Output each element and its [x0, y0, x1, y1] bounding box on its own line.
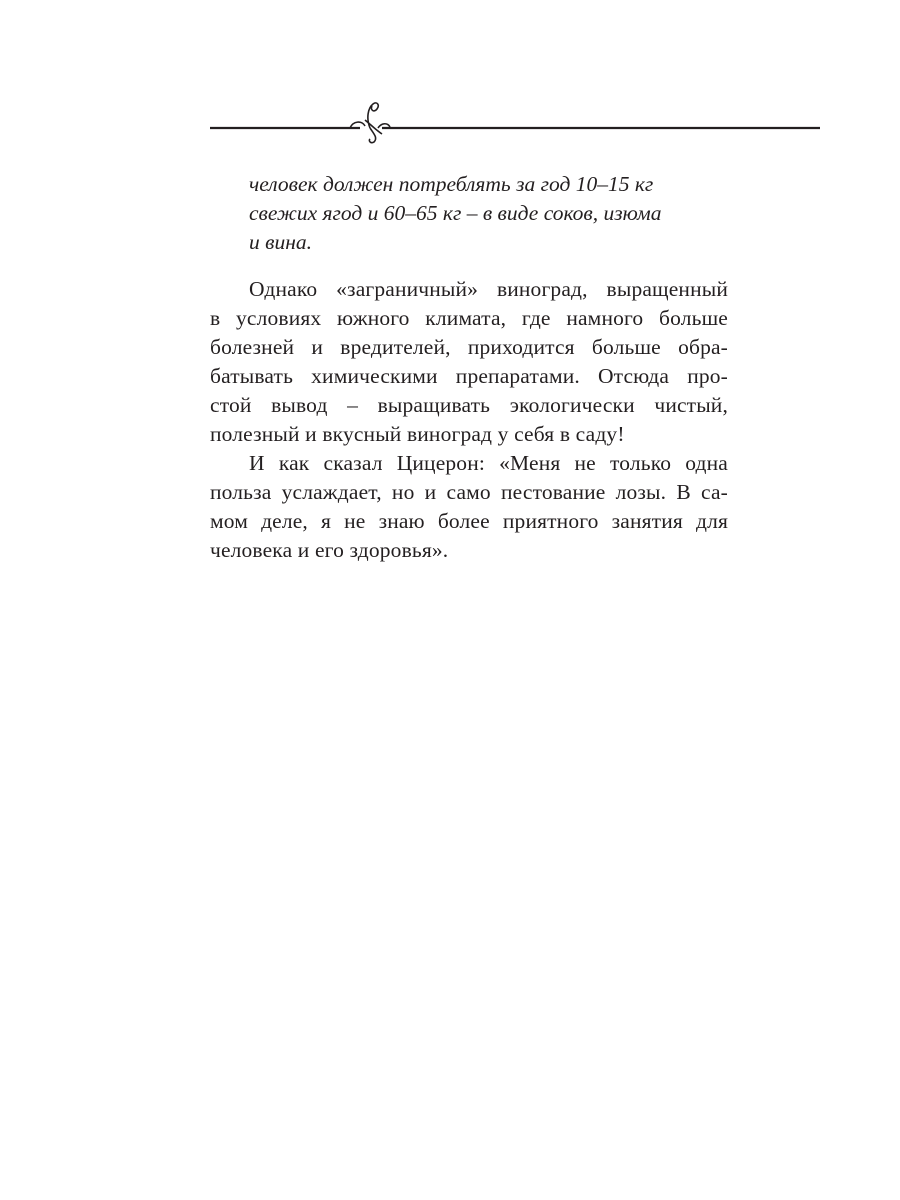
paragraph-line: стой вывод – выращивать экологически чистый,	[210, 393, 728, 417]
paragraph-line: мом деле, я не знаю более приятного занятия для	[210, 509, 728, 533]
paragraph-grapes	[210, 275, 728, 449]
quote-line: и вина.	[249, 230, 312, 254]
paragraph-line: болезней и вредителей, приходится больше обра-	[210, 335, 728, 359]
paragraph-line: батывать химическими препаратами. Отсюда про-	[210, 364, 728, 388]
paragraph-line: в условиях южного климата, где намного больше	[210, 306, 728, 330]
vine-tendril-ornament-icon	[210, 96, 820, 146]
header-rule-ornament	[210, 96, 820, 146]
paragraph-line: Однако «заграничный» виноград, выращенный	[249, 277, 728, 301]
text-block	[210, 170, 728, 565]
paragraph-line: человека и его здоровья».	[210, 538, 449, 562]
italic-quote	[210, 170, 728, 257]
body-text	[210, 275, 728, 565]
paragraph-line: полезный и вкусный виноград у себя в саду!	[210, 422, 625, 446]
paragraph-line: польза услаждает, но и само пестование лозы. В са-	[210, 480, 728, 504]
paragraph-cicero	[210, 449, 728, 565]
quote-line: свежих ягод и 60–65 кг – в виде соков, изюма	[249, 201, 662, 225]
quote-line: человек должен потреблять за год 10–15 кг	[249, 172, 654, 196]
paragraph-line: И как сказал Цицерон: «Меня не только одна	[249, 451, 728, 475]
